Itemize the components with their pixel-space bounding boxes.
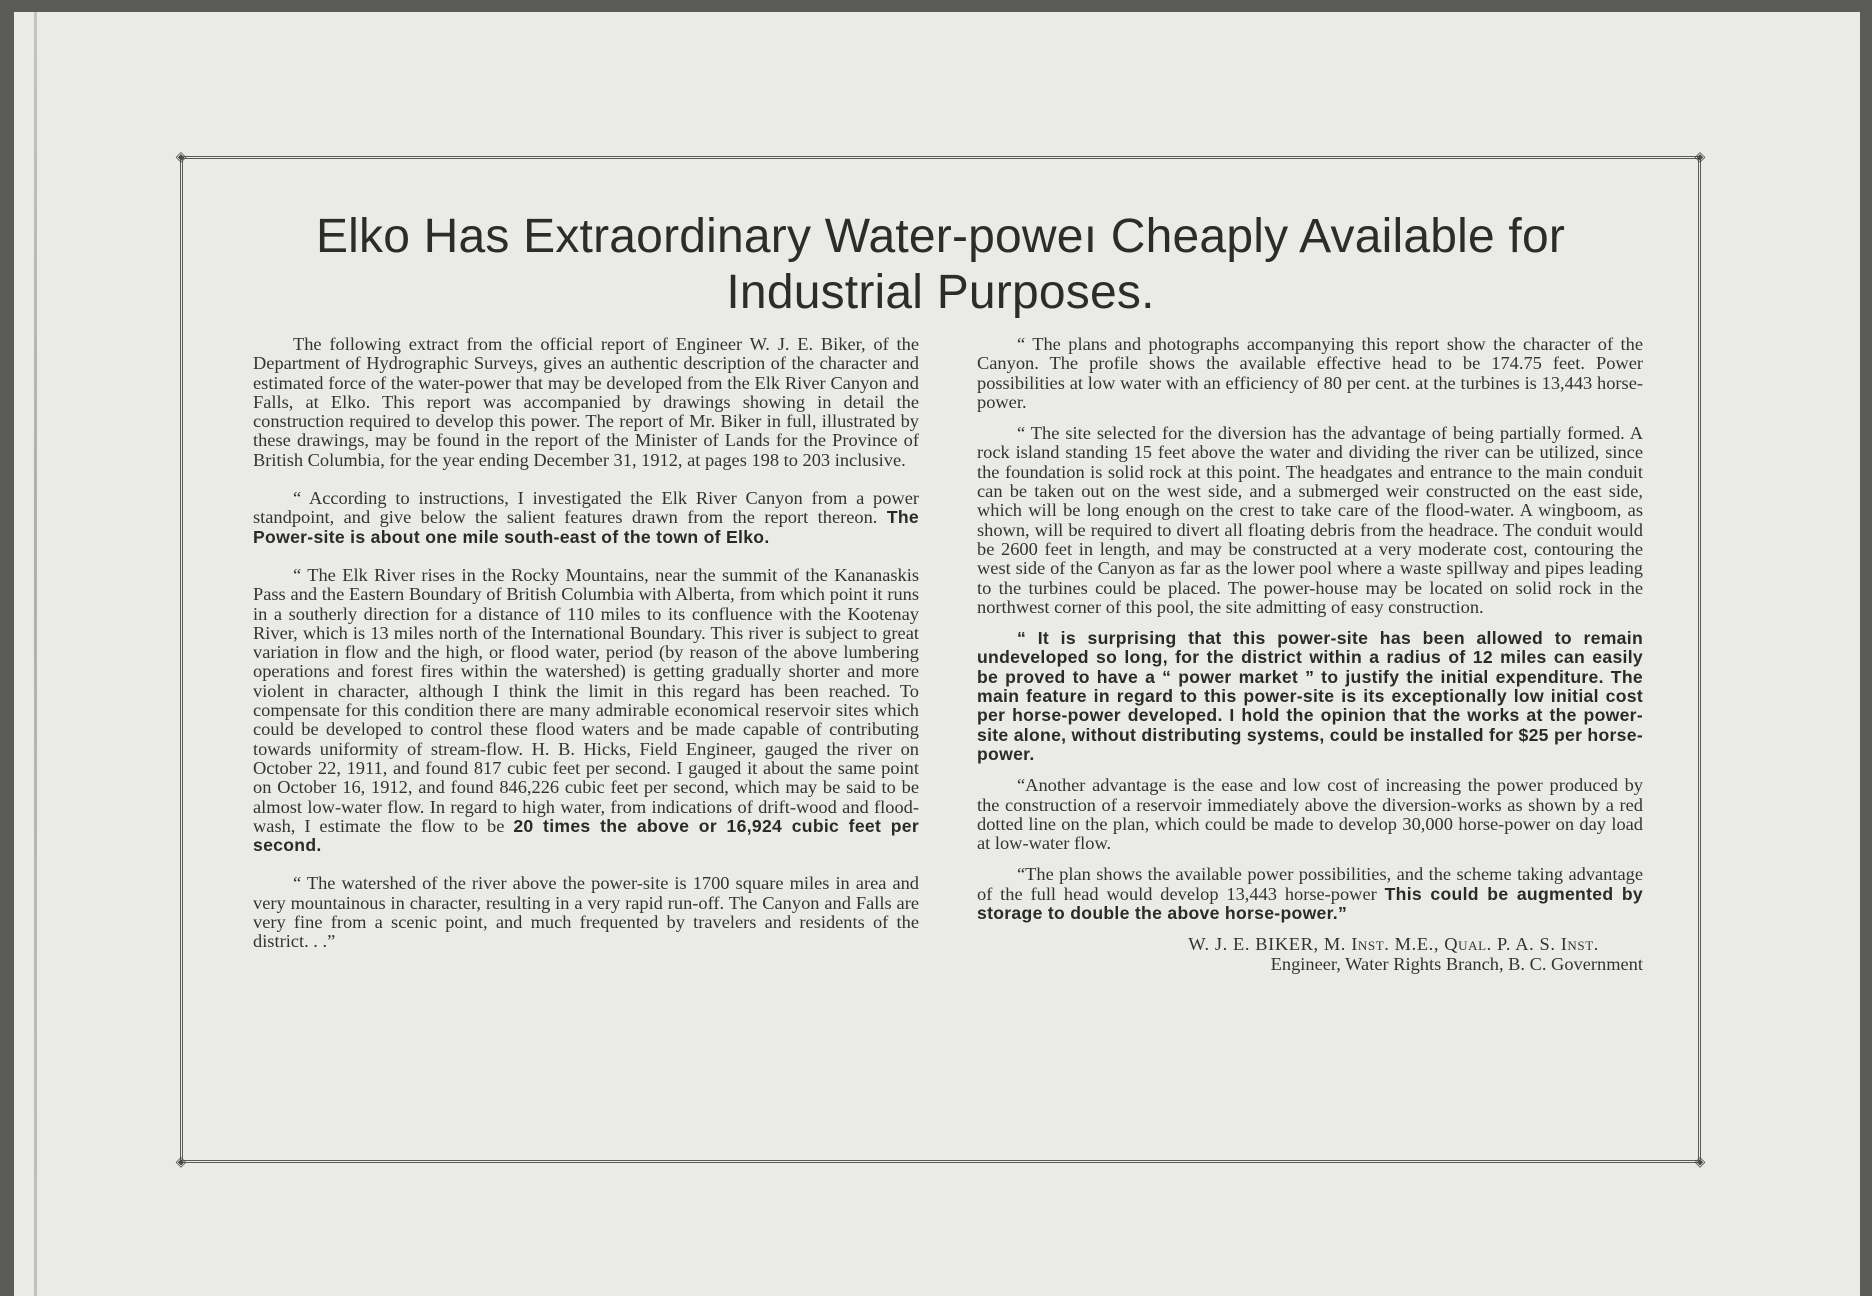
article-title xyxy=(213,209,1668,321)
surprising-power-site-paragraph: “ It is surprising that this power-site has been allowed to remain undeveloped so long, for the district within a radius of 12 miles can easily be proved to have a “ power market ” to justify the initial expenditure. The main feature in regard to this power-site is its exceptionally low initial cost per horse-power developed. I hold the opinion that the works at the power-site alone, without distributing systems, could be installed for $25 per horse-power. xyxy=(977,628,1643,764)
plan-possibilities-paragraph xyxy=(977,865,1643,923)
title-line-2: Industrial Purposes. xyxy=(726,266,1155,319)
title-line-1: Elko Has Extraordinary Water-poweı Cheaply Available for xyxy=(315,210,1566,263)
border-corner-ornament-icon: ◈ xyxy=(175,1154,187,1170)
plan-possibilities-text: “The plan shows the available power possibilities, and the scheme taking advantage of the full head would develop 13,443 horse-power xyxy=(977,864,1643,904)
plans-paragraph: “ The plans and photographs accompanying this report show the character of the Canyon. The profile shows the available effective head to be 174.75 feet. Power possibilities at low water with an efficiency of 80 per cent. at the turbines is 13,443 horse-power. xyxy=(977,334,1643,412)
left-column xyxy=(253,335,919,971)
storage-augment-bold: This could be augmented by storage to double the above horse-power.” xyxy=(977,883,1643,924)
intro-paragraph: The following extract from the official report of Engineer W. J. E. Biker, of the Department of Hydrographic Surveys, gives an authentic description of the character and estimated force of the water-power that may be developed from the Elk River Canyon and Falls, at Elko. This report was accompanied by drawings showing in detail the construction required to develop this power. The report of Mr. Biker in full, illustrated by these drawings, may be found in the report of the Minister of Lands for the Province of British Columbia, for the year ending December 31, 1912, at pages 198 to 203 inclusive. xyxy=(253,334,919,470)
instructions-text: “ According to instructions, I investigated the Elk River Canyon from a power standpoint, and give below the salient features drawn from the report thereon. xyxy=(253,488,919,528)
signature-name: W. J. E. BIKER, M. Inst. M.E., Qual. P. A. S. Inst. xyxy=(1188,934,1599,955)
border-corner-ornament-icon: ◈ xyxy=(175,149,187,165)
reservoir-advantage-paragraph: “Another advantage is the ease and low cost of increasing the power produced by the construction of a reservoir immediately above the diversion-works as shown by a red dotted line on the plan, which could be made to develop 30,000 horse-power on day load at low-water flow. xyxy=(977,775,1643,854)
instructions-paragraph xyxy=(253,489,919,547)
signature-title: Engineer, Water Rights Branch, B. C. Government xyxy=(1270,953,1643,974)
diversion-site-paragraph: “ The site selected for the diversion has the advantage of being partially formed. A rock island standing 15 feet above the water and dividing the river can be utilized, since the foundation is solid rock at this point. The headgates and entrance to the main conduit can be taken out on the west side, and a submerged weir constructed on the east side, which will be long enough on the crest to take care of the flood-water. A wingboom, as shown, will be required to divert all floating debris from the headrace. The conduit would be 2600 feet in length, and may be constructed at a very moderate cost, contouring the west side of the Canyon as far as the lower pool where a waste spillway and pipes leading to the turbines could be placed. The power-house may be located on solid rock in the northwest corner of this pool, the site admitting of easy construction. xyxy=(977,423,1643,617)
signature-block xyxy=(977,935,1643,974)
ornamental-border-frame xyxy=(175,149,1706,1170)
border-corner-ornament-icon: ◈ xyxy=(1694,149,1706,165)
right-column xyxy=(977,335,1643,986)
page-gutter-shadow xyxy=(34,12,37,1296)
power-site-location-bold: The Power-site is about one mile south-east of the town of Elko. xyxy=(253,507,919,547)
elk-river-text: “ The Elk River rises in the Rocky Mountains, near the summit of the Kananaskis Pass and the Eastern Boundary of British Columbia with Alberta, from which point it runs in a southerly direction for a distance of 110 miles to its confluence with the Kootenay River, which is 13 miles north of the International Boundary. This river is subject to great variation in flow and the high, or flood water, period (by reason of the above lumbering operations and forest fires within the watershed) is getting gradually shorter and more violent in character, although I think the limit in this regard has been reached. To compensate for this condition there are many admirable economical reservoir sites which could be developed to control these flood waters and be made capable of contributing towards uniformity of stream-flow. H. B. Hicks, Field Engineer, gauged the river on October 22, 1911, and found 817 cubic feet per second. I gauged it about the same point on October 16, 1912, and found 846,226 cubic feet per second, which may be said to be almost low-water flow. In regard to high water, from indications of drift-wood and flood-wash, I estimate the flow to be xyxy=(253,564,919,836)
scanned-page xyxy=(14,12,1860,1296)
flow-estimate-bold: 20 times the above or 16,924 cubic feet per second. xyxy=(253,815,919,856)
border-corner-ornament-icon: ◈ xyxy=(1694,1154,1706,1170)
elk-river-paragraph xyxy=(253,566,919,855)
watershed-paragraph: “ The watershed of the river above the power-site is 1700 square miles in area and very mountainous in character, resulting in a very rapid run-off. The Canyon and Falls are very fine from a scenic point, and much frequented by travelers and residents of the district. . .” xyxy=(253,873,919,952)
